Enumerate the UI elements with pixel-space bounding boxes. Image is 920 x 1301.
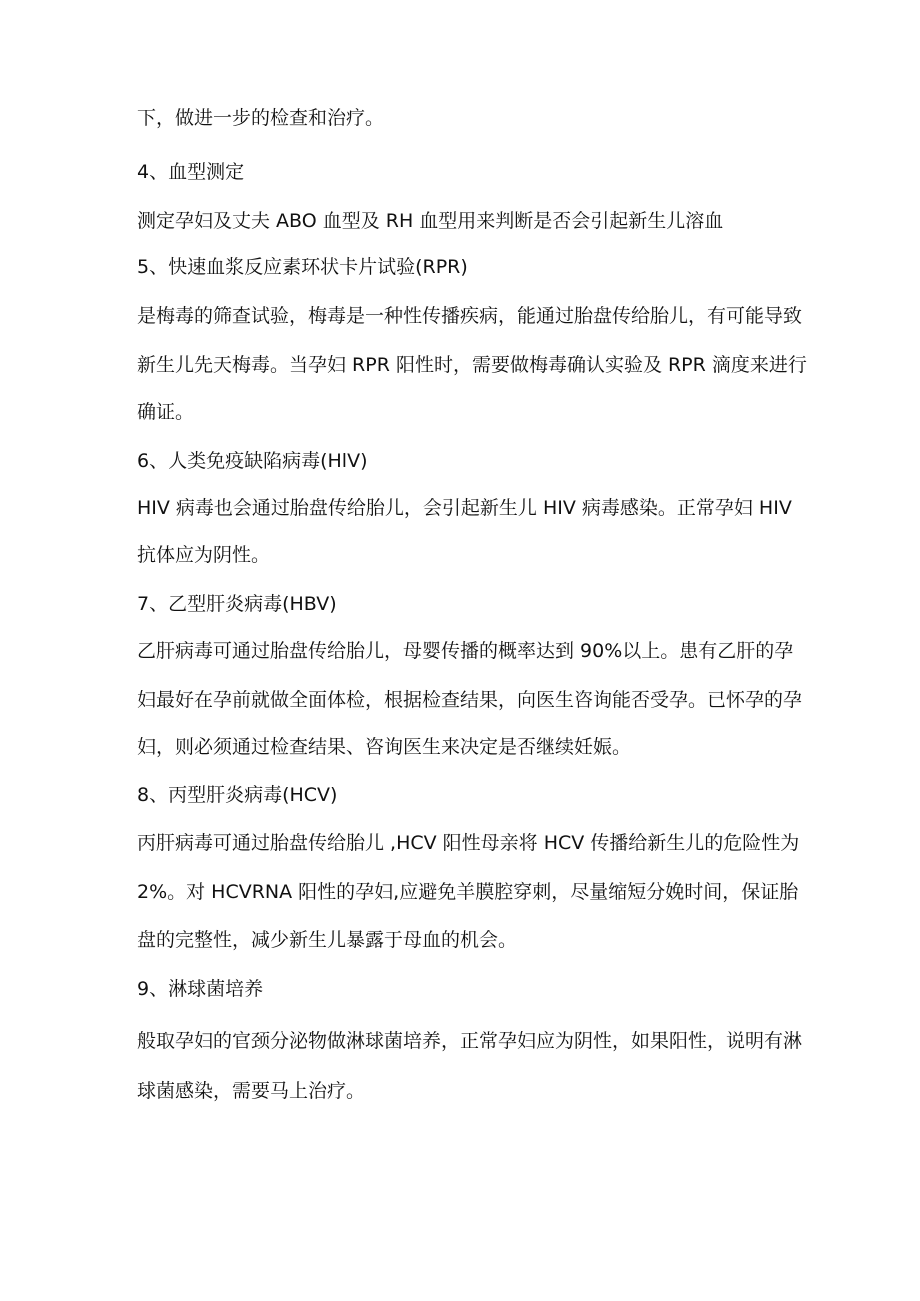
section-heading-hbv: 7、乙型肝炎病毒(HBV) bbox=[137, 593, 337, 615]
paragraph-line: 丙肝病毒可通过胎盘传给胎儿 ,HCV 阳性母亲将 HCV 传播给新生儿的危险性为 bbox=[137, 832, 800, 854]
paragraph-line: HIV 病毒也会通过胎盘传给胎儿，会引起新生儿 HIV 病毒感染。正常孕妇 HIV bbox=[137, 497, 792, 519]
paragraph-line: 2%。对 HCVRNA 阳性的孕妇,应避免羊膜腔穿刺，尽量缩短分娩时间，保证胎 bbox=[137, 881, 799, 903]
paragraph-line: 抗体应为阴性。 bbox=[137, 544, 271, 566]
paragraph-line: 确证。 bbox=[137, 401, 195, 423]
section-heading-rpr: 5、快速血浆反应素环状卡片试验(RPR) bbox=[137, 256, 468, 278]
paragraph-line: 乙肝病毒可通过胎盘传给胎儿，母婴传播的概率达到 90%以上。患有乙肝的孕 bbox=[137, 640, 794, 662]
paragraph-line: 下，做进一步的检查和治疗。 bbox=[137, 107, 385, 129]
section-heading-blood-type: 4、血型测定 bbox=[137, 161, 245, 183]
paragraph-line: 般取孕妇的官颈分泌物做淋球菌培养，正常孕妇应为阴性，如果阳性，说明有淋 bbox=[137, 1030, 803, 1052]
paragraph-line: 球菌感染，需要马上治疗。 bbox=[137, 1080, 366, 1102]
paragraph-line: 盘的完整性，减少新生儿暴露于母血的机会。 bbox=[137, 929, 518, 951]
paragraph-line: 测定孕妇及丈夫 ABO 血型及 RH 血型用来判断是否会引起新生儿溶血 bbox=[137, 210, 724, 232]
paragraph-line: 新生儿先天梅毒。当孕妇 RPR 阳性时，需要做梅毒确认实验及 RPR 滴度来进行 bbox=[137, 354, 807, 376]
section-heading-hcv: 8、丙型肝炎病毒(HCV) bbox=[137, 784, 338, 806]
paragraph-line: 妇，则必须通过检查结果、咨询医生来决定是否继续妊娠。 bbox=[137, 736, 632, 758]
paragraph-line: 妇最好在孕前就做全面体检，根据检查结果，向医生咨询能否受孕。已怀孕的孕 bbox=[137, 689, 803, 711]
section-heading-gonococcus: 9、淋球菌培养 bbox=[137, 978, 264, 1000]
section-heading-hiv: 6、人类免疫缺陷病毒(HlV) bbox=[137, 450, 368, 472]
paragraph-line: 是梅毒的筛查试验，梅毒是一种性传播疾病，能通过胎盘传给胎儿，有可能导致 bbox=[137, 305, 803, 327]
